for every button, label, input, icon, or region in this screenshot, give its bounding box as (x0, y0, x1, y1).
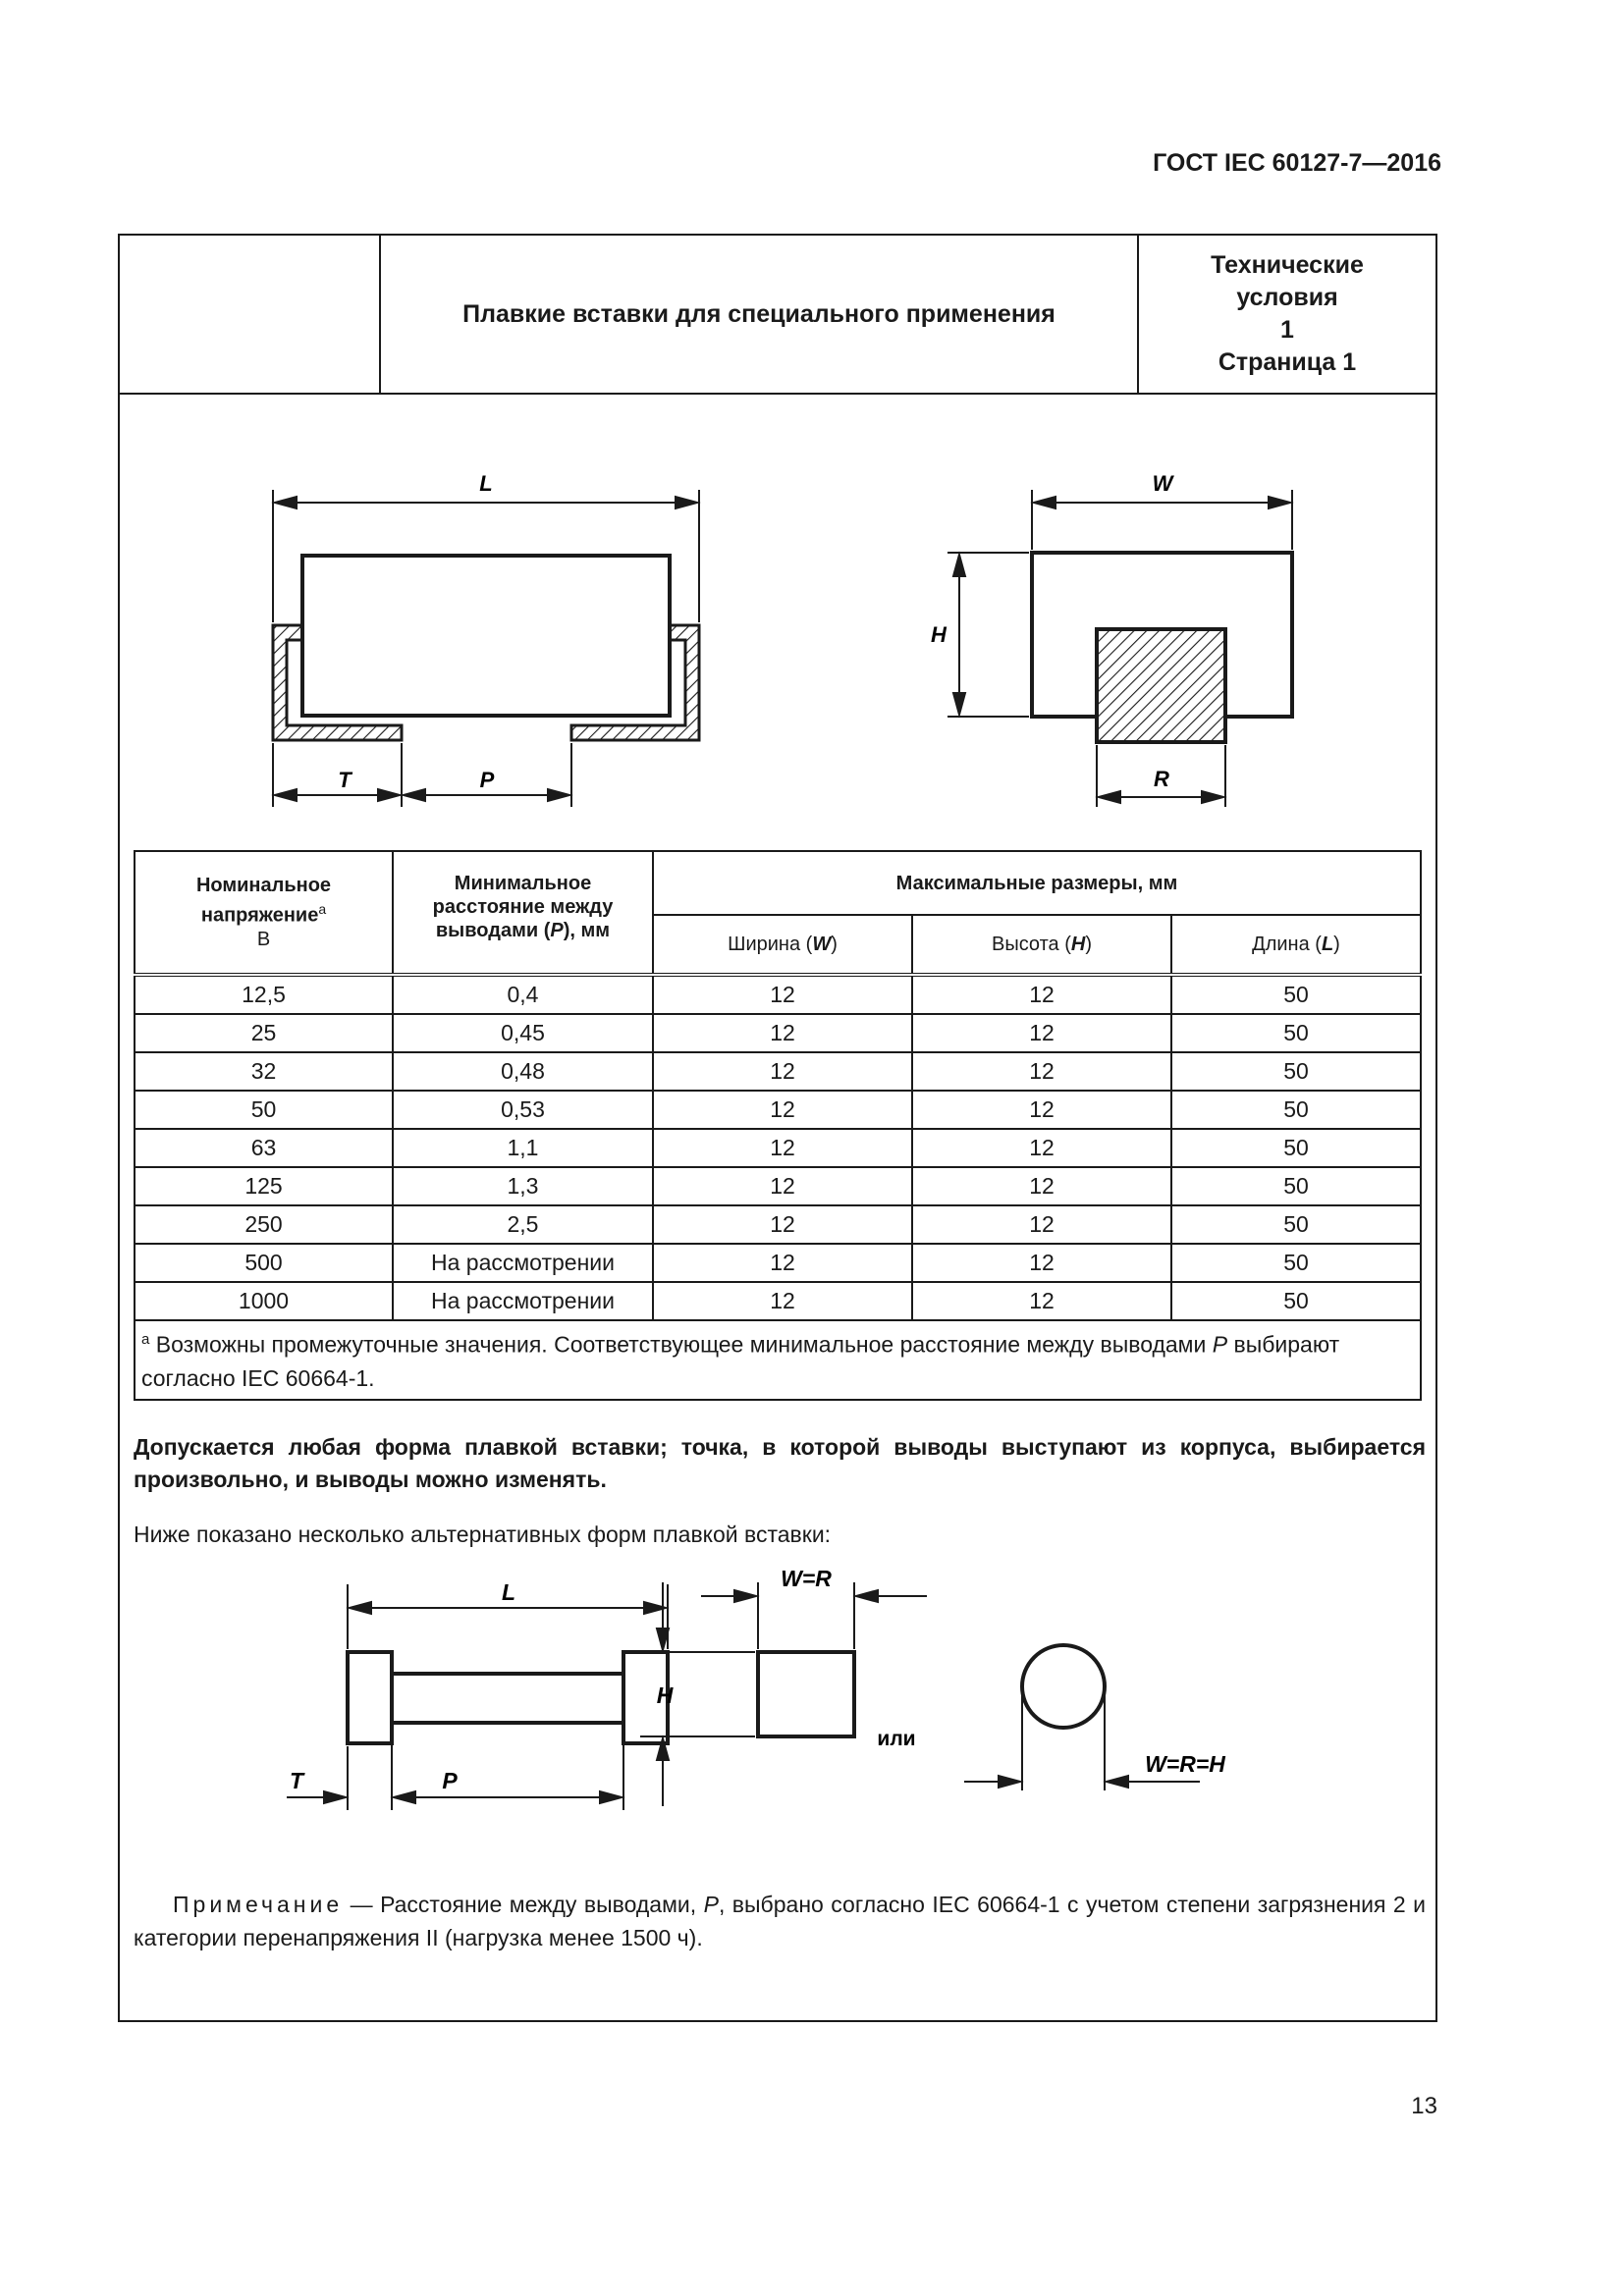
table-row (135, 1282, 1421, 1320)
spec-reference (1139, 236, 1435, 393)
note-paragraph (134, 1888, 1426, 1954)
cell: 12 (912, 1167, 1171, 1205)
table-row (135, 1014, 1421, 1052)
cylindrical-fuse-side (348, 1652, 668, 1743)
cell: 12 (912, 1282, 1171, 1320)
col-distance-unit: ), мм (563, 920, 611, 941)
alt-or-label: или (877, 1728, 916, 1750)
cell: 0,48 (393, 1052, 653, 1091)
cell: 12 (912, 1244, 1171, 1282)
cell: 1000 (135, 1282, 393, 1320)
cell: 0,4 (393, 975, 653, 1014)
footnote-text-2: выбирают согласно IEC 60664-1. (141, 1331, 1340, 1391)
col-length-header (1171, 915, 1421, 975)
cell: 32 (135, 1052, 393, 1091)
col-distance-var: P (550, 920, 564, 941)
note-text-2: , выбрано согласно IEC 60664-1 с учетом степени загрязнения 2 и категории перенапряжения II (нагрузка менее 1500 ч). (134, 1892, 1427, 1950)
col-voltage-header (135, 851, 393, 975)
terminal-dimensions (273, 743, 571, 807)
cell: 12 (653, 1205, 912, 1244)
cell: 12 (912, 1205, 1171, 1244)
width-var: W (812, 933, 832, 955)
cell: 125 (135, 1167, 393, 1205)
fuse-side-view (273, 556, 699, 740)
cell: 1,3 (393, 1167, 653, 1205)
cell: 50 (1171, 1205, 1421, 1244)
label-h: H (931, 622, 947, 647)
cell: 12 (912, 1014, 1171, 1052)
label-w: W (1152, 471, 1173, 496)
cell: 12 (912, 1129, 1171, 1167)
alternative-forms-figure (120, 1561, 1435, 1826)
label-t: T (338, 768, 352, 792)
cell: 12 (912, 975, 1171, 1014)
height-var: H (1070, 933, 1086, 955)
cell: 50 (1171, 1014, 1421, 1052)
standard-designation: ГОСТ IEC 60127-7—2016 (1153, 149, 1441, 177)
cell: 12 (653, 975, 912, 1014)
cell: 500 (135, 1244, 393, 1282)
cell: 50 (1171, 1129, 1421, 1167)
width-close: ) (831, 933, 838, 955)
table-row (135, 1091, 1421, 1129)
col-voltage-unit: В (256, 928, 271, 950)
table-row (135, 1167, 1421, 1205)
cell: 12 (653, 1244, 912, 1282)
col-voltage-line2: напряжение (200, 904, 319, 927)
alt-label-wrh: W=R=H (1145, 1751, 1225, 1777)
col-distance-header (393, 851, 653, 975)
cell: 12 (653, 1091, 912, 1129)
cell: 12 (653, 1014, 912, 1052)
note-text-1: — Расстояние между выводами, (343, 1892, 704, 1917)
col-distance-line1: Минимальное (454, 873, 592, 894)
cell: 50 (1171, 1052, 1421, 1091)
col-distance-line3: выводами ( (435, 920, 551, 941)
col-width-header (653, 915, 912, 975)
cell: 1,1 (393, 1129, 653, 1167)
table-row (135, 1244, 1421, 1282)
cell: 50 (135, 1091, 393, 1129)
cell: 250 (135, 1205, 393, 1244)
cell: На рассмотрении (393, 1244, 653, 1282)
height-label: Высота ( (991, 933, 1071, 955)
table-row (135, 1129, 1421, 1167)
alt-label-wr: W=R (781, 1566, 832, 1591)
page-number: 13 (1411, 2093, 1437, 2119)
length-label: Длина ( (1252, 933, 1322, 955)
col-height-header (912, 915, 1171, 975)
cell: 12 (653, 1167, 912, 1205)
col-voltage-line1: Номинальное (195, 875, 332, 897)
cell: 12 (653, 1129, 912, 1167)
alt-label-p: P (442, 1768, 458, 1793)
alt-label-l: L (501, 1579, 516, 1605)
square-end-view (758, 1652, 854, 1736)
footnote-mark: a (141, 1331, 150, 1348)
cell: 2,5 (393, 1205, 653, 1244)
fuse-dimension-figure (120, 395, 1435, 841)
cell: 50 (1171, 1167, 1421, 1205)
alt-label-h: H (656, 1682, 674, 1708)
width-label: Ширина ( (728, 933, 813, 955)
shape-note-paragraph: Допускается любая форма плавкой вставки; точка, в которой выводы выступают из корпуса, выбирается произвольно, и выводы можно изменять. (134, 1434, 1426, 1492)
length-close: ) (1333, 933, 1340, 955)
label-p: P (479, 768, 495, 792)
length-var: L (1321, 933, 1334, 955)
max-dimensions-header: Максимальные размеры, мм (653, 851, 1421, 915)
fuse-end-view (1032, 553, 1292, 742)
cell: 0,53 (393, 1091, 653, 1129)
cell: На рассмотрении (393, 1282, 653, 1320)
cell: 25 (135, 1014, 393, 1052)
footnote-var: P (1212, 1331, 1228, 1358)
header-blank-cell (120, 236, 381, 393)
spec-sheet-frame (118, 234, 1437, 2022)
cell: 50 (1171, 1244, 1421, 1282)
label-l: L (479, 471, 493, 496)
table-row (135, 975, 1421, 1014)
cell: 12,5 (135, 975, 393, 1014)
spec-page-label: Страница 1 (1218, 348, 1357, 376)
dimensions-table (134, 850, 1422, 1401)
label-r: R (1154, 767, 1169, 791)
cell: 50 (1171, 975, 1421, 1014)
cell: 12 (912, 1052, 1171, 1091)
cell: 12 (653, 1052, 912, 1091)
spec-line-1: Технические (1211, 251, 1364, 279)
cell: 63 (135, 1129, 393, 1167)
spec-line-2: условия (1236, 284, 1338, 311)
height-close: ) (1085, 933, 1093, 955)
spec-number: 1 (1280, 316, 1294, 344)
cell: 50 (1171, 1091, 1421, 1129)
sheet-header (120, 236, 1435, 395)
table-row (135, 1205, 1421, 1244)
voltage-footnote-mark: a (318, 901, 327, 918)
footnote-text-1: Возможны промежуточные значения. Соответствующее минимальное расстояние между выводами (149, 1331, 1213, 1358)
round-end-view (1022, 1645, 1105, 1728)
cell: 0,45 (393, 1014, 653, 1052)
note-var: P (703, 1892, 719, 1917)
table-footnote (135, 1320, 1421, 1400)
table-row (135, 1052, 1421, 1091)
cell: 50 (1171, 1282, 1421, 1320)
note-label: Примечание (173, 1892, 344, 1917)
sheet-title: Плавкие вставки для специального применения (381, 236, 1139, 393)
cell: 12 (653, 1282, 912, 1320)
alt-label-t: T (289, 1768, 304, 1793)
col-distance-line2: расстояние между (432, 896, 614, 918)
cell: 12 (912, 1091, 1171, 1129)
alternative-forms-intro: Ниже показано несколько альтернативных форм плавкой вставки: (134, 1522, 832, 1547)
